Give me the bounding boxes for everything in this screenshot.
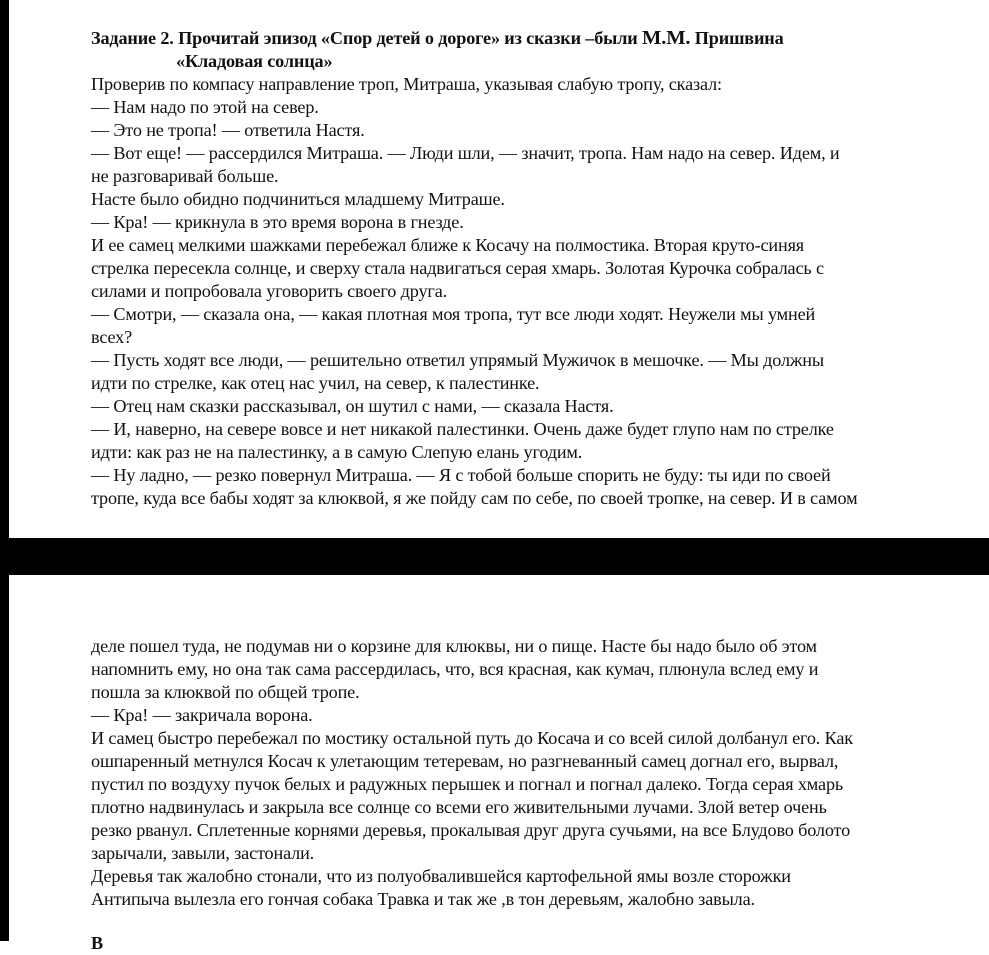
text-line: Антипыча вылезла его гончая собака Травка и так же ,в тон деревьям, жалобно завыла. bbox=[91, 889, 755, 909]
text-line: идти: как раз не на палестинку, а в самую Слепую елань угодим. bbox=[91, 442, 583, 462]
text-line: деле пошел туда, не подумав ни о корзине для клюквы, ни о пище. Насте бы надо было об этом bbox=[91, 636, 817, 656]
page-separator bbox=[0, 538, 989, 575]
text-line: И самец быстро перебежал по мостику остальной путь до Косача и со всей силой долбанул его. Как bbox=[91, 728, 853, 748]
text-line: не разговаривай больше. bbox=[91, 166, 279, 186]
text-line: — Пусть ходят все люди, — решительно ответил упрямый Мужичок в мешочке. — Мы должны bbox=[91, 350, 824, 370]
text-line: идти по стрелке, как отец нас учил, на север, к палестинке. bbox=[91, 373, 540, 393]
text-line: И ее самец мелкими шажками перебежал ближе к Косачу на полмостика. Вторая круто-синяя bbox=[91, 235, 805, 255]
text-line: Проверив по компасу направление троп, Митраша, указывая слабую тропу, сказал: bbox=[91, 74, 722, 94]
text-line: напомнить ему, но она так сама рассердилась, что, вся красная, как кумач, плюнула вслед ему и bbox=[91, 659, 819, 679]
text-line: пустил по воздуху пучок белых и радужных перышек и погнал и погнал далеко. Тогда серая хмарь bbox=[91, 774, 844, 794]
task-title-line-2: «Кладовая солнца» bbox=[176, 51, 333, 71]
text-line: пошла за клюквой по общей тропе. bbox=[91, 682, 360, 702]
text-line: силами и попробовала уговорить своего друга. bbox=[91, 281, 448, 301]
task-title-line-1 bbox=[91, 27, 971, 50]
text-line: Насте было обидно подчиниться младшему Митраше. bbox=[91, 189, 505, 209]
text-line: стрелка пересекла солнце, и сверху стала надвигаться серая хмарь. Золотая Курочка собралась с bbox=[91, 258, 824, 278]
text-line: — Нам надо по этой на север. bbox=[91, 97, 319, 117]
cut-off-heading: В bbox=[91, 933, 104, 953]
text-line: Деревья так жалобно стонали, что из полуобвалившейся картофельной ямы возле сторожки bbox=[91, 866, 791, 886]
page-1 bbox=[91, 27, 971, 510]
text-line: — И, наверно, на севере вовсе и нет никакой палестинки. Очень даже будет глупо нам по стрелке bbox=[91, 419, 834, 439]
task-title-text: Задание 2. Прочитай эпизод «Спор детей о дороге» из сказки –были bbox=[91, 28, 643, 48]
text-line: резко рванул. Сплетенные корнями деревья, прокалывая друг друга сучьями, на все Блудово болото bbox=[91, 820, 851, 840]
text-line: зарычали, завыли, застонали. bbox=[91, 843, 315, 863]
text-line: — Отец нам сказки рассказывал, он шутил с нами, — сказала Настя. bbox=[91, 396, 614, 416]
text-line: ошпаренный метнулся Косач к улетающим тетеревам, но разгневанный самец догнал его, вырвал, bbox=[91, 751, 839, 771]
author-surname: Пришвина bbox=[690, 28, 784, 48]
text-line: — Кра! — закричала ворона. bbox=[91, 705, 313, 725]
page-2 bbox=[91, 635, 971, 911]
author-initials: М.М. bbox=[642, 27, 691, 49]
text-line: — Вот еще! — рассердился Митраша. — Люди шли, — значит, тропа. Нам надо на север. Идем, и bbox=[91, 143, 840, 163]
text-line: всех? bbox=[91, 327, 133, 347]
text-line: — Это не тропа! — ответила Настя. bbox=[91, 120, 365, 140]
left-black-border bbox=[0, 0, 9, 941]
text-line: — Смотри, — сказала она, — какая плотная моя тропа, тут все люди ходят. Неужели мы умней bbox=[91, 304, 816, 324]
text-line: плотно надвинулась и закрыла все солнце со всеми его живительными лучами. Злой ветер очень bbox=[91, 797, 827, 817]
text-line: — Кра! — крикнула в это время ворона в гнезде. bbox=[91, 212, 464, 232]
text-line: тропе, куда все бабы ходят за клюквой, я же пойду сам по себе, по своей тропке, на север. И в самом bbox=[91, 488, 858, 508]
text-line: — Ну ладно, — резко повернул Митраша. — Я с тобой больше спорить не буду: ты иди по своей bbox=[91, 465, 831, 485]
